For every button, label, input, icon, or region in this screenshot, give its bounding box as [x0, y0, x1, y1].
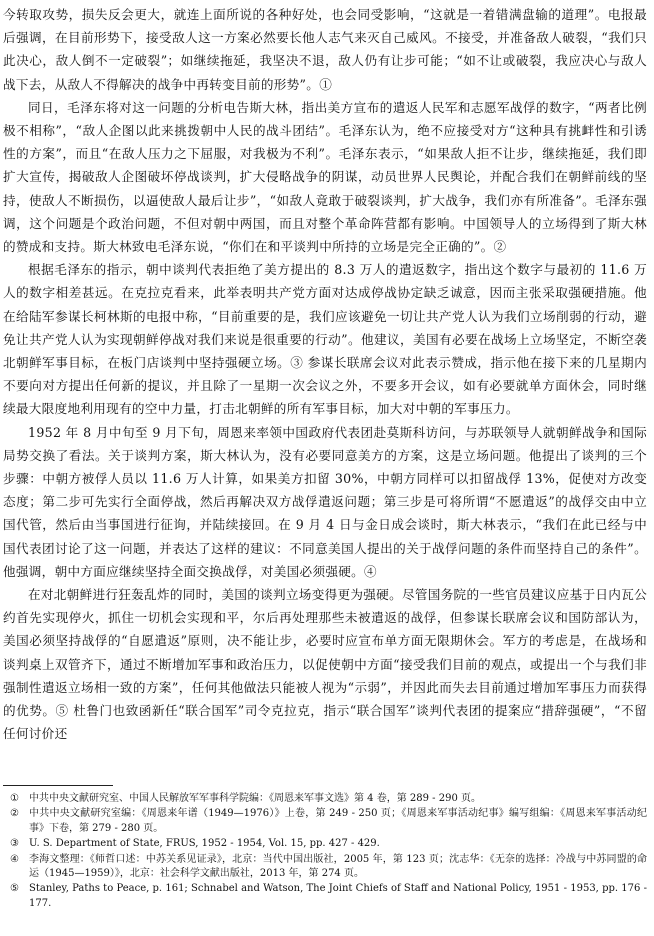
paragraph-4: 1952 年 8 月中旬至 9 月下旬，周恩来率领中国政府代表团赴莫斯科访问，与苏联领导人就朝鲜战争和国际局势交换了看法。关于谈判方案，斯大林认为，没有必要同意美方的方案，这是立场问题。他提出了谈判的三个步骤：中朝方被俘人员以 11.6 万人计算，如果美方扣留 30%，中朝方同样可以扣留战俘 13%，促使对方改变态度；第二步可先实行全面停战，然后再解决双方战俘遣返问题；第三步是可将所谓“不愿遣返”的战俘交由中立国代管，然后由当事国进行征询，并陆续接回。在 9 月 4 日与金日成会谈时，斯大林表示，“我们在此已经与中国代表团讨论了这一问题，并表达了这样的建议：不同意美国人提出的关于战俘问题的条件而坚持自己的条件”。他强调，朝中方面应继续坚持全面交换战俘，对美国必须强硬。④: [3, 424, 647, 579]
footnote-text: 中共中央文献研究室编：《周恩来年谱（1949—1976）》上卷，第 249 - 250 页；《周恩来军事活动纪事》编写组编：《周恩来军事活动纪事》下卷，第 279 - 280 页。: [29, 808, 647, 834]
footnote-divider: [3, 785, 113, 786]
footnote-text: U. S. Department of State, FRUS, 1952 - 1954, Vol. 15, pp. 427 - 429.: [29, 838, 380, 850]
body-text: [3, 3, 647, 746]
footnote-1: [3, 792, 647, 806]
paragraph-5: 在对北朝鲜进行狂轰乱炸的同时，美国的谈判立场变得更为强硬。尽管国务院的一些官员建议应基于日内瓦公约首先实现停火，抓住一切机会实现和平，尔后再处理那些未被遣返的战俘，但参谋长联席会议和国防部认为，美国必须坚持战俘的“自愿遣返”原则，决不能让步，必要时应宣布单方面无限期休会。军方的考虑是，在战场和谈判桌上双管齐下，通过不断增加军事和政治压力，以促使朝中方面“接受我们目前的观点，或提出一个与我们非强制性遣返立场相一致的方案”，任何其他做法只能被人视为“示弱”，并因此而失去目前通过增加军事压力而获得的优势。⑤ 杜鲁门也致函新任“联合国军”司令克拉克，指示“联合国军”谈判代表团的提案应“措辞强硬”，“不留任何讨价还: [3, 587, 647, 742]
footnote-3: [3, 837, 647, 851]
footnotes-section: [3, 785, 647, 912]
footnote-number: ⑤: [10, 883, 19, 895]
paragraph-1: 今转取攻势，损失反会更大，就连上面所说的各种好处，也会同受影响，“这就是一着错满盘输的道理”。电报最后强调，在目前形势下，接受敌人这一方案必然要长他人志气来灭自己威风。不接受，并准备敌人破裂，“我们只此决心，敌人倒不一定破裂”；如继续拖延，我坚决不退，敌人仍有让步可能；“如不让或破裂，我应决心与敌人战下去，从敌人不得解决的战争中再转变目前的形势”。①: [3, 7, 647, 92]
footnote-number: ②: [10, 808, 19, 820]
paragraph-2: 同日，毛泽东将对这一问题的分析电告斯大林，指出美方宣布的遣返人民军和志愿军战俘的数字，“两者比例极不相称”，“敌人企图以此来挑拨朝中人民的战斗团结”。毛泽东认为，绝不应接受对方“这种具有挑衅性和引诱性的方案”，而且“在敌人压力之下屈服，对我极为不利”。毛泽东表示，“如果敌人拒不让步，继续拖延，我们即扩大宣传，揭破敌人企图破坏停战谈判，扩大侵略战争的阴谋，动员世界人民舆论，并配合我们在朝鲜前线的坚持，使敌人不断损伤，以逼使敌人最后让步”，“如敌人竟敢于破裂谈判，扩大战争，我们亦有所准备”。毛泽东强调，这个问题是个政治问题，不但对朝中两国，而且对整个革命阵营都有影响。中国领导人的立场得到了斯大林的赞成和支持。斯大林致电毛泽东说，“你们在和平谈判中所持的立场是完全正确的”。②: [3, 99, 647, 255]
footnote-number: ①: [10, 793, 19, 804]
footnote-number: ④: [10, 853, 19, 865]
footnote-text: 中共中央文献研究室、中国人民解放军军事科学院编：《周恩来军事文选》第 4 卷，第 289 - 290 页。: [29, 793, 481, 804]
footnote-text: Stanley, Paths to Peace, p. 161; Schnabel and Watson, The Joint Chiefs of Staff and National Policy, 1951 - 1953, pp. 176 - 177.: [29, 883, 647, 909]
footnote-5: [3, 882, 647, 911]
footnote-text: 李海文整理：《师哲口述：中苏关系见证录》，北京：当代中国出版社，2005 年，第 123 页；沈志华：《无奈的选择：冷战与中苏同盟的命运（1945—1959）》，北京：社会科学文献出版社，2013 年，第 274 页。: [29, 853, 647, 880]
paragraph-3: 根据毛泽东的指示，朝中谈判代表拒绝了美方提出的 8.3 万人的遣返数字，指出这个数字与最初的 11.6 万人的数字相差甚远。在克拉克看来，此举表明共产党方面对达成停战协定缺乏诚意，因而主张采取强硬措施。他在给陆军参谋长柯林斯的电报中称，“目前重要的是，我们应该避免一切让共产党人认为我们立场削弱的行动，避免让共产党人认为实现朝鲜停战对我们来说是很重要的行动”。他建议，美国有必要在战场上立场坚定，不断空袭北朝鲜军事目标，在板门店谈判中坚持强硬立场。③ 参谋长联席会议对此表示赞成，指示他在接下来的几星期内不要向对方提出任何新的提议，并且除了一星期一次会议之外，不要多开会议，如有必要就单方面休会，同时继续最大限度地利用现有的空中力量，打击北朝鲜的所有军事目标，加大对中朝的军事压力。: [3, 262, 647, 417]
footnote-number: ③: [10, 838, 19, 850]
footnote-2: [3, 807, 647, 836]
footnote-4: [3, 853, 647, 882]
